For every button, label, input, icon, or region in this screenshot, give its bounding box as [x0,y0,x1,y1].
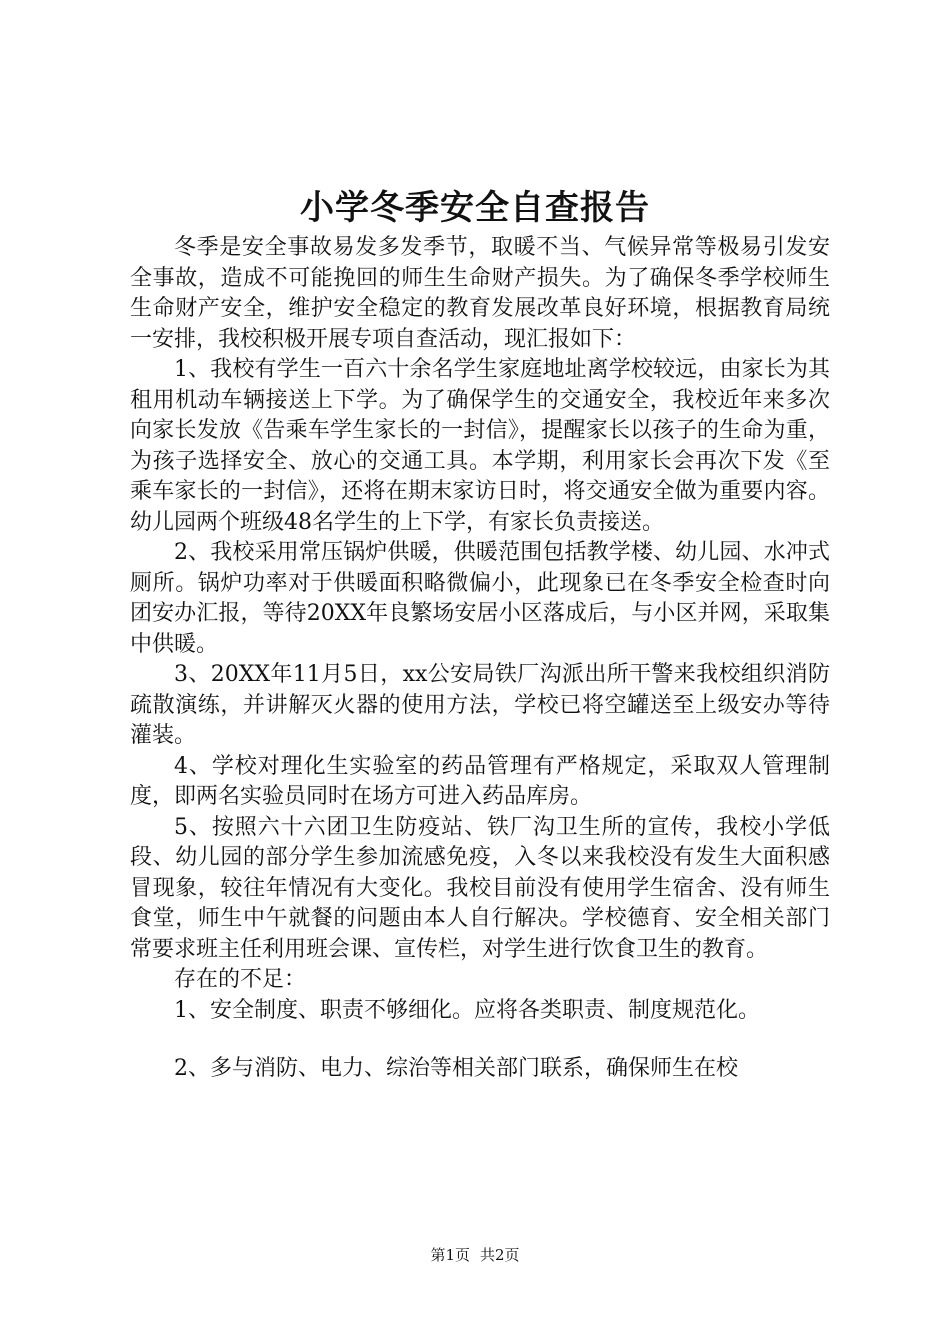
paragraph-item-5: 5、按照六十六团卫生防疫站、铁厂沟卫生所的宣传，我校小学低段、幼儿园的部分学生参加流感免疫，入冬以来我校没有发生大面积感冒现象，较往年情况有大变化。我校目前没有使用学生宿舍、没有师生食堂，师生中午就餐的问题由本人自行解决。学校德育、安全相关部门常要求班主任利用班会课、宣传栏，对学生进行饮食卫生的教育。 [130,814,830,962]
page-total: 共2页 [480,1246,520,1264]
document-body [130,233,830,1085]
paragraph-shortcoming-2: 2、多与消防、电力、综治等相关部门联系，确保师生在校 [174,1056,738,1081]
paragraph-item-4: 4、学校对理化生实验室的药品管理有严格规定，采取双人管理制度，即两名实验员同时在场方可进入药品库房。 [130,753,830,809]
document-title: 小学冬季安全自查报告 [300,188,650,228]
paragraph-item-3: 3、20XX年11月5日，xx公安局铁厂沟派出所干警来我校组织消防疏散演练，并讲解灭火器的使用方法，学校已将空罐送至上级安办等待灌装。 [130,662,830,748]
paragraph-item-1: 1、我校有学生一百六十余名学生家庭地址离学校较远，由家长为其租用机动车辆接送上下学。为了确保学生的交通安全，我校近年来多次向家长发放《告乘车学生家长的一封信》，提醒家长以孩子的生命为重，为孩子选择安全、放心的交通工具。本学期，利用家长会再次下发《至乘车家长的一封信》，还将在期末家访日时，将交通安全做为重要内容。幼儿园两个班级48名学生的上下学，有家长负责接送。 [130,357,830,535]
paragraph-item-2: 2、我校采用常压锅炉供暖，供暖范围包括教学楼、幼儿园、水冲式厕所。锅炉功率对于供暖面积略微偏小，此现象已在冬季安全检查时向团安办汇报，等待20XX年良繁场安居小区落成后，与小区并网，采取集中供暖。 [130,540,830,657]
page-footer [0,1245,950,1265]
paragraph-shortcomings-heading: 存在的不足： [174,967,307,992]
paragraph-intro: 冬季是安全事故易发多发季节，取暖不当、气候异常等极易引发安全事故，造成不可能挽回的师生生命财产损失。为了确保冬季学校师生生命财产安全，维护安全稳定的教育发展改革良好环境，根据教育局统一安排，我校积极开展专项自查活动，现汇报如下： [130,235,830,352]
paragraph-shortcoming-1: 1、安全制度、职责不够细化。应将各类职责、制度规范化。 [174,997,760,1023]
page-number: 第1页 [430,1246,470,1264]
